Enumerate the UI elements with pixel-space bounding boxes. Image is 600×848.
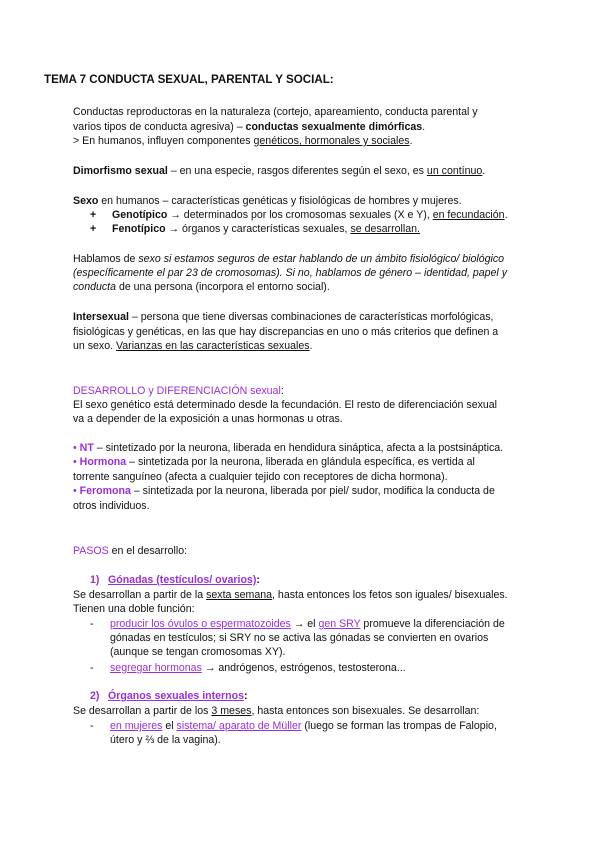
feromona-item: [73, 485, 495, 498]
text: , hasta entonces son bisexuales. Se desarrollan:: [251, 705, 480, 717]
sexo-line: [73, 195, 462, 208]
text: – en una especie, rasgos diferentes según el sexo, es: [167, 165, 427, 177]
text: de una persona (incorpora el entorno social).: [116, 281, 330, 293]
dash-bullet: -: [90, 720, 94, 732]
underlined-text: un contínuo: [426, 165, 483, 177]
text: Hablamos de: [73, 253, 139, 265]
section-heading: PASOS: [73, 545, 109, 557]
text: :: [256, 574, 260, 586]
desarrollo-line-1: El sexo genético está determinado desde la fecundación. El resto de diferenciación sexual: [73, 399, 498, 411]
text: > En humanos, influyen componentes: [73, 135, 254, 147]
text: :: [244, 690, 248, 702]
bullet: •: [73, 485, 77, 497]
text: promueve la diferenciación de: [360, 618, 505, 630]
hormona-item: [73, 456, 475, 469]
intersexual-line-2: fisiológicas y genéticas, en las que hay discrepancias en uno o más criterios que definen a: [73, 326, 499, 338]
text: → determinados por los cromosomas sexuales (X e Y),: [167, 209, 433, 221]
underlined-purple-text: segregar hormonas: [110, 662, 202, 674]
bold-term: Sexo: [73, 195, 99, 207]
text: .: [409, 135, 413, 147]
gonadas-function-2: [90, 662, 406, 675]
bullet: •: [73, 442, 77, 454]
nt-item: [73, 442, 503, 455]
step-number: 2): [90, 690, 100, 702]
underlined-text: se desarrollan.: [350, 223, 420, 235]
pasos-heading: [73, 545, 187, 558]
text: :: [280, 385, 284, 397]
underlined-purple-text: sistema/ aparato de Müller: [176, 720, 302, 732]
organos-item-1: [90, 720, 497, 733]
text: → andrógenos, estrógenos, testosterona...: [201, 662, 406, 674]
italic-text: sexo si estamos seguros de estar hablando de un ámbito fisiológico/ biológico: [138, 253, 505, 265]
intro-line-3: [73, 135, 413, 148]
step-title: Gónadas (testículos/ ovarios): [108, 574, 257, 586]
hablamos-line-2: (específicamente el par 23 de cromosomas). Si no, hablamos de género – identidad, papel y: [73, 267, 508, 279]
text: → el: [290, 618, 319, 630]
plus-bullet: +: [90, 209, 97, 221]
text: – persona que tiene diversas combinaciones de características morfológicas,: [128, 311, 494, 323]
text: (luego se forman las trompas de Falopio,: [301, 720, 497, 732]
gonadas-line-2: Tienen una doble función:: [73, 603, 195, 615]
dimorfismo-line: [73, 165, 485, 178]
text: , hasta entonces los fetos son iguales/ bisexuales.: [272, 589, 508, 601]
step-title: Órganos sexuales internos: [108, 690, 245, 702]
text: varios tipos de conducta agresiva) –: [73, 121, 246, 133]
text: Se desarrollan a partir de la: [73, 589, 207, 601]
desarrollo-line-2: va a depender de la exposición a unas hormonas u otras.: [73, 413, 343, 425]
bold-term: Genotípico: [112, 209, 168, 221]
gonadas-function-1-line-3: (aunque se tengan cromosomas XY).: [110, 646, 286, 658]
organos-line-1: [73, 705, 479, 718]
bold-term: Hormona: [79, 456, 127, 468]
text: un sexo.: [73, 340, 116, 352]
bold-term: Fenotípico: [112, 223, 166, 235]
bold-term: Intersexual: [73, 311, 129, 323]
text: .: [422, 121, 426, 133]
section-heading: DESARROLLO y DIFERENCIACIÓN sexual: [73, 385, 281, 397]
text: – sintetizado por la neurona, liberada en hendidura sináptica, afecta a la postsináptica.: [93, 442, 504, 454]
underlined-purple-text: producir los óvulos o espermatozoides: [110, 618, 291, 630]
dash-bullet: -: [90, 662, 94, 674]
fenotipico-item: [90, 223, 420, 236]
bold-term: conductas sexualmente dimórficas: [245, 121, 423, 133]
underlined-text: genéticos, hormonales y sociales: [253, 135, 410, 147]
organos-item-1-line-2: útero y ⅔ de la vagina).: [110, 734, 221, 746]
bold-term: Feromona: [79, 485, 131, 497]
text: el: [162, 720, 177, 732]
page-title: TEMA 7 CONDUCTA SEXUAL, PARENTAL Y SOCIAL:: [44, 73, 334, 86]
bold-term: NT: [79, 442, 94, 454]
gonadas-heading: [90, 574, 260, 587]
underlined-text: en fecundación: [432, 209, 505, 221]
underlined-purple-text: en mujeres: [110, 720, 163, 732]
underlined-text: Varianzas en las características sexuales: [116, 340, 310, 352]
underlined-text: sexta semana: [206, 589, 273, 601]
text: .: [482, 165, 486, 177]
hablamos-line-1: [73, 253, 504, 266]
bold-term: Dimorfismo sexual: [73, 165, 168, 177]
organos-heading: [90, 690, 248, 703]
gonadas-line-1: [73, 589, 508, 602]
gonadas-function-1: [90, 618, 505, 631]
bullet: •: [73, 456, 77, 468]
feromona-line-2: otros individuos.: [73, 500, 150, 512]
text: → órganos y características sexuales,: [165, 223, 351, 235]
intersexual-line-3: [73, 340, 312, 353]
text: en humanos – características genéticas y fisiológicas de hombres y mujeres.: [98, 195, 462, 207]
text: .: [504, 209, 508, 221]
plus-bullet: +: [90, 223, 97, 235]
text: – sintetizada por la neurona, liberada en glándula específica, es vertida al: [126, 456, 475, 468]
dash-bullet: -: [90, 618, 94, 630]
text: en el desarrollo:: [108, 545, 188, 557]
step-number: 1): [90, 574, 100, 586]
underlined-text: 3 meses: [211, 705, 252, 717]
text: Se desarrollan a partir de los: [73, 705, 212, 717]
underlined-purple-text: gen SRY: [318, 618, 361, 630]
text: – sintetizada por la neurona, liberada por piel/ sudor, modifica la conducta de: [130, 485, 495, 497]
intersexual-line-1: [73, 311, 493, 324]
hormona-line-2: torrente sanguíneo (afecta a cualquier tejido con receptores de dicha hormona).: [73, 471, 448, 483]
intro-line-2: [73, 121, 425, 134]
desarrollo-heading: [73, 385, 284, 398]
genotipico-item: [90, 209, 508, 222]
text: .: [309, 340, 313, 352]
hablamos-line-3: [73, 281, 330, 294]
intro-line-1: Conductas reproductoras en la naturaleza (cortejo, apareamiento, conducta parental y: [73, 106, 478, 118]
italic-text: conducta: [73, 281, 116, 293]
gonadas-function-1-line-2: gónadas en testículos; si SRY no se activa las gónadas se convierten en ovarios: [110, 632, 489, 644]
